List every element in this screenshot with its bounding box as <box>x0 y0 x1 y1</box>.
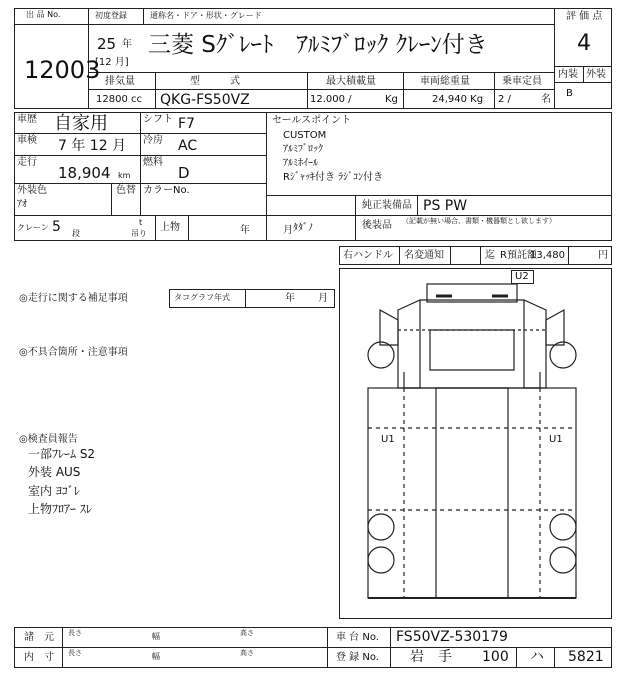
chassis-value: FS50VZ-530179 <box>396 629 508 645</box>
body-maker: ﾀﾀﾞﾉ <box>293 223 313 234</box>
crane-stages-unit: 段 <box>72 229 80 238</box>
capacity-value: 2 / <box>498 94 511 105</box>
aftermarket-label: 後装品 <box>362 220 392 231</box>
report-line: 室内 ﾖｺﾞﾚ <box>28 484 80 498</box>
capacity-unit: 名 <box>541 94 551 105</box>
inspection-value: 7 年 12 月 <box>58 138 127 154</box>
report-line: 上物ﾌﾛｱｰ ｽﾚ <box>28 502 92 516</box>
recycle-deposit-value: 13,480 <box>530 250 565 261</box>
interior-grade: B <box>566 88 573 99</box>
color-change-label: 色替 <box>116 185 136 196</box>
gross-weight-label: 車両総重量 <box>420 76 470 87</box>
chassis-label: 車 台 No. <box>336 632 379 643</box>
lot-number: 12003 <box>24 56 101 84</box>
reg-number-label: 登 録 No. <box>336 652 379 663</box>
width-label: 幅 <box>152 632 160 641</box>
bar-label: 迄 <box>485 250 495 261</box>
crane-stages: 5 <box>52 219 61 235</box>
defects-label: ◎不具合箇所・注意事項 <box>19 347 128 358</box>
crane-tons-unit: 吊り <box>131 229 147 238</box>
interior-label: 内装 <box>558 69 578 80</box>
ext-color-value: ｱｵ <box>17 199 27 210</box>
truck-diagram <box>368 284 576 598</box>
report-line: 一部ﾌﾚｰﾑ S2 <box>28 447 96 461</box>
shift-label: シフト <box>143 114 173 125</box>
desc-label: 通称名・ドア・形状・グレード <box>150 11 262 20</box>
sales-point-item: ｱﾙﾐﾎｲｰﾙ <box>283 158 318 169</box>
mileage-value: 18,904 <box>58 164 111 182</box>
lot-label: 出 品 No. <box>26 10 61 19</box>
history-value: 自家用 <box>54 113 108 134</box>
length-label: 長さ <box>68 629 82 637</box>
yen-unit: 円 <box>598 250 608 261</box>
history-label: 車歴 <box>17 114 37 125</box>
tacho-label: タコグラフ年式 <box>174 293 230 302</box>
fuel-label: 燃料 <box>143 157 163 168</box>
spec-row-label: 諸 元 <box>24 632 54 643</box>
color-code-label: カラーNo. <box>143 185 190 196</box>
max-load-unit: Kg <box>385 94 398 105</box>
height-label: 高さ <box>240 649 254 657</box>
capacity-label: 乗車定員 <box>502 76 542 87</box>
gross-weight-value: 24,940 Kg <box>432 94 484 105</box>
displacement-value: 12800 cc <box>96 94 142 105</box>
running-remarks-label: ◎走行に関する補足事項 <box>19 293 128 304</box>
body-month-unit: 月 <box>283 225 293 236</box>
crane-tons: t <box>139 218 143 227</box>
reg-area: 岩 手 <box>410 649 452 665</box>
damage-mark: U1 <box>549 434 563 445</box>
body-label: 上物 <box>160 222 180 233</box>
width-label: 幅 <box>152 652 160 661</box>
reg-month: [12 月] <box>95 57 129 68</box>
body-year-unit: 年 <box>240 225 250 236</box>
shift-value: F7 <box>178 116 195 132</box>
crane-label: クレーン <box>17 223 49 232</box>
inspector-report-label: ◎検査員報告 <box>19 434 78 445</box>
reg-plate-number: 5821 <box>568 649 604 665</box>
score-value: 4 <box>577 31 591 56</box>
reg-year: 25 <box>97 35 117 53</box>
displacement-label: 排気量 <box>105 76 135 87</box>
reg-class: 100 <box>482 649 509 665</box>
name-change-label: 名変通知 <box>404 250 444 261</box>
vehicle-name: 三菱 Sｸﾞﾚｰﾄ ｱﾙﾐﾌﾞﾛｯｸ ｸﾚｰﾝ付き <box>148 32 488 58</box>
genuine-value: PS PW <box>423 198 468 214</box>
model-value: QKG-FS50VZ <box>160 92 250 108</box>
aftermarket-note: （記載が無い場合、書類・機器類とし欲します） <box>402 217 556 225</box>
sales-point-item: CUSTOM <box>283 130 327 141</box>
reg-year-unit: 年 <box>122 39 132 50</box>
fuel-value: D <box>178 164 190 182</box>
genuine-label: 純正装備品 <box>362 200 412 211</box>
sales-points-label: セールスポイント <box>272 115 352 126</box>
sales-point-item: Rｼﾞｬｯｷ付き ﾗｼﾞｺﾝ付き <box>283 172 384 183</box>
score-label: 評 価 点 <box>566 11 603 22</box>
sales-point-item: ｱﾙﾐﾌﾞﾛｯｸ <box>283 144 323 155</box>
max-load-label: 最大積載量 <box>326 76 376 87</box>
tacho-year-unit: 年 <box>285 293 295 304</box>
damage-mark: U2 <box>515 271 529 282</box>
mileage-label: 走行 <box>17 157 37 168</box>
height-label: 高さ <box>240 629 254 637</box>
recycle-deposit-label: R預託額 <box>500 250 537 261</box>
ac-value: AC <box>178 138 198 154</box>
tacho-month-unit: 月 <box>318 293 328 304</box>
max-load-value: 12.000 / <box>310 94 352 105</box>
ext-color-label: 外装色 <box>17 185 47 196</box>
length-label: 長さ <box>68 649 82 657</box>
report-line: 外装 AUS <box>28 465 81 479</box>
ac-label: 冷房 <box>143 135 163 146</box>
model-label: 型 式 <box>190 76 240 87</box>
inner-dim-row-label: 内 寸 <box>24 652 54 663</box>
exterior-label: 外装 <box>586 69 606 80</box>
reg-kana: ハ <box>530 649 544 665</box>
damage-mark: U1 <box>381 434 395 445</box>
steering-label: 右ハンドル <box>343 250 393 261</box>
inspection-label: 車検 <box>17 135 37 146</box>
first-reg-label: 初度登録 <box>95 11 127 20</box>
mileage-unit: km <box>118 171 131 180</box>
